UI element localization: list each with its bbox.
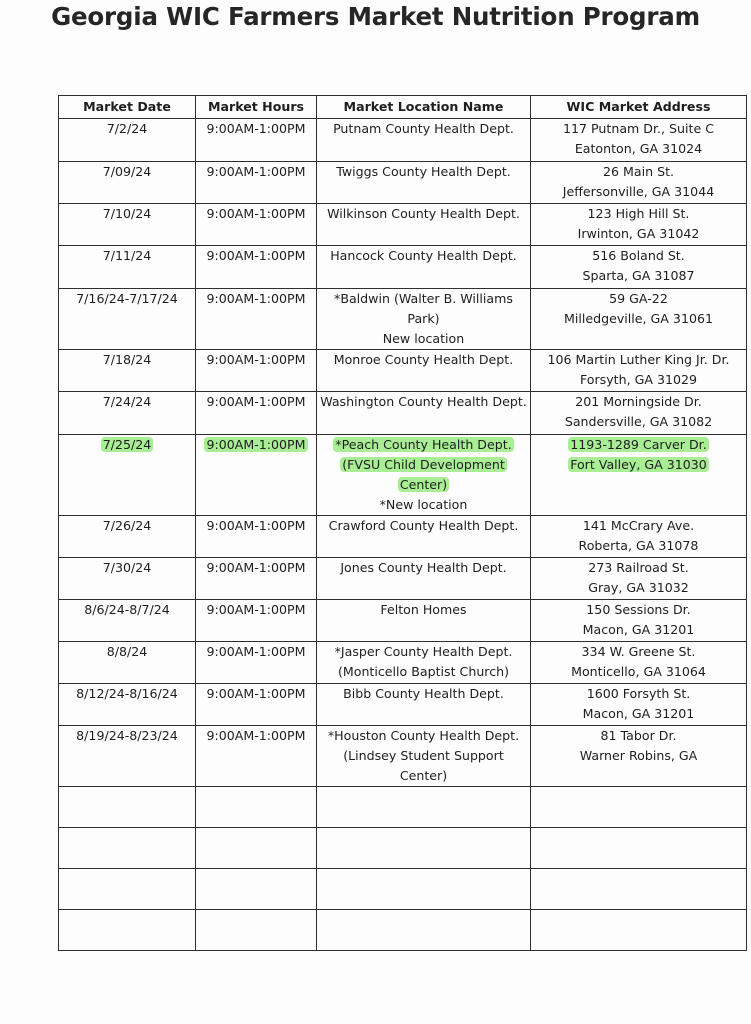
hours-cell-text: 9:00AM-1:00PM <box>206 560 306 575</box>
address-cell <box>531 119 747 162</box>
blank-cell <box>59 828 196 869</box>
address-cell-line: 201 Morningside Dr. <box>575 394 702 409</box>
hours-cell <box>196 350 317 392</box>
address-cell-line: Jeffersonville, GA 31044 <box>562 184 715 199</box>
address-cell <box>531 289 747 350</box>
page-title: Georgia WIC Farmers Market Nutrition Program <box>51 2 700 31</box>
header-market-address: WIC Market Address <box>531 96 747 119</box>
hours-cell <box>196 684 317 726</box>
date-cell <box>59 642 196 684</box>
location-cell <box>317 119 531 162</box>
address-cell <box>531 162 747 204</box>
date-cell-text: 7/10/24 <box>102 206 152 221</box>
hours-cell <box>196 558 317 600</box>
table-row <box>59 119 747 162</box>
address-cell <box>531 246 747 289</box>
hours-cell <box>196 600 317 642</box>
location-cell <box>317 435 531 516</box>
date-cell-text: 7/24/24 <box>102 394 152 409</box>
address-cell-line: 516 Boland St. <box>592 248 685 263</box>
hours-cell <box>196 726 317 787</box>
address-cell <box>531 350 747 392</box>
blank-cell <box>531 910 747 951</box>
location-cell-line: *Houston County Health Dept. <box>327 728 520 743</box>
hours-cell <box>196 392 317 435</box>
date-cell-text: 8/8/24 <box>106 644 148 659</box>
table-row <box>59 350 747 392</box>
blank-cell <box>317 787 531 828</box>
date-cell <box>59 392 196 435</box>
date-cell <box>59 558 196 600</box>
location-cell-line: Jones County Health Dept. <box>340 560 507 575</box>
date-cell <box>59 600 196 642</box>
address-cell-line: Forsyth, GA 31029 <box>579 372 698 387</box>
hours-cell <box>196 289 317 350</box>
location-cell-line: Wilkinson County Health Dept. <box>327 206 520 221</box>
location-cell <box>317 642 531 684</box>
hours-cell-text: 9:00AM-1:00PM <box>206 728 306 743</box>
date-cell-text: 7/2/24 <box>106 121 148 136</box>
hours-cell-text: 9:00AM-1:00PM <box>206 602 306 617</box>
hours-cell-text: 9:00AM-1:00PM <box>206 121 306 136</box>
location-cell <box>317 289 531 350</box>
address-cell-line: 150 Sessions Dr. <box>586 602 691 617</box>
date-cell-text: 7/09/24 <box>102 164 152 179</box>
address-cell <box>531 204 747 246</box>
address-cell-line: Fort Valley, GA 31030 <box>570 457 707 472</box>
hours-cell <box>196 642 317 684</box>
location-cell-line: Bibb County Health Dept. <box>343 686 504 701</box>
hours-cell-text: 9:00AM-1:00PM <box>206 352 306 367</box>
blank-row <box>59 787 747 828</box>
table-row <box>59 162 747 204</box>
date-cell-text: 7/25/24 <box>102 437 152 452</box>
address-cell-line: Sparta, GA 31087 <box>582 268 695 283</box>
address-cell-line: 26 Main St. <box>602 164 675 179</box>
blank-cell <box>196 828 317 869</box>
blank-row <box>59 910 747 951</box>
address-cell <box>531 392 747 435</box>
date-cell <box>59 435 196 516</box>
location-cell <box>317 204 531 246</box>
table-row <box>59 558 747 600</box>
location-cell-line: Center) <box>399 477 448 492</box>
blank-cell <box>531 869 747 910</box>
address-cell <box>531 558 747 600</box>
location-cell-line: *Jasper County Health Dept. <box>334 644 513 659</box>
location-cell-line: (Lindsey Student Support <box>343 748 504 763</box>
blank-cell <box>317 828 531 869</box>
address-cell <box>531 600 747 642</box>
date-cell <box>59 162 196 204</box>
blank-row <box>59 828 747 869</box>
header-market-hours: Market Hours <box>196 96 317 119</box>
hours-cell-text: 9:00AM-1:00PM <box>206 164 306 179</box>
address-cell-line: 117 Putnam Dr., Suite C <box>563 121 714 136</box>
table-row <box>59 684 747 726</box>
location-cell-line: (FVSU Child Development <box>342 457 505 472</box>
date-cell-text: 7/11/24 <box>102 248 152 263</box>
blank-cell <box>531 787 747 828</box>
hours-cell <box>196 246 317 289</box>
location-cell <box>317 516 531 558</box>
hours-cell-text: 9:00AM-1:00PM <box>206 206 306 221</box>
location-cell-line: Center) <box>399 768 448 783</box>
header-market-location: Market Location Name <box>317 96 531 119</box>
address-cell <box>531 642 747 684</box>
address-cell <box>531 684 747 726</box>
blank-cell <box>196 869 317 910</box>
location-cell-line: *Peach County Health Dept. <box>335 437 512 452</box>
hours-cell-text: 9:00AM-1:00PM <box>206 394 306 409</box>
date-cell-text: 8/6/24-8/7/24 <box>84 602 170 617</box>
table-header-row <box>59 96 747 119</box>
location-cell-line: Washington County Health Dept. <box>320 394 527 409</box>
location-cell-line: (Monticello Baptist Church) <box>337 664 510 679</box>
date-cell <box>59 246 196 289</box>
date-cell-text: 7/26/24 <box>102 518 152 533</box>
blank-cell <box>59 910 196 951</box>
location-cell <box>317 558 531 600</box>
address-cell-line: Irwinton, GA 31042 <box>577 226 700 241</box>
address-cell <box>531 516 747 558</box>
address-cell-line: 273 Railroad St. <box>588 560 689 575</box>
address-cell <box>531 435 747 516</box>
address-cell-line: 1193-1289 Carver Dr. <box>570 437 707 452</box>
hours-cell-text: 9:00AM-1:00PM <box>206 644 306 659</box>
date-cell <box>59 350 196 392</box>
address-cell-line: Monticello, GA 31064 <box>571 664 706 679</box>
blank-row <box>59 869 747 910</box>
market-schedule-table <box>58 95 747 951</box>
table-row <box>59 204 747 246</box>
location-cell-line: Twiggs County Health Dept. <box>336 164 511 179</box>
date-cell <box>59 516 196 558</box>
blank-cell <box>196 910 317 951</box>
blank-cell <box>59 787 196 828</box>
blank-cell <box>317 910 531 951</box>
address-cell-line: 59 GA-22 <box>609 291 668 306</box>
address-cell-line: Macon, GA 31201 <box>582 622 695 637</box>
hours-cell <box>196 204 317 246</box>
address-cell-line: Milledgeville, GA 31061 <box>564 311 713 326</box>
address-cell-line: 123 High Hill St. <box>587 206 690 221</box>
table-row <box>59 516 747 558</box>
hours-cell <box>196 119 317 162</box>
blank-cell <box>317 869 531 910</box>
table-row <box>59 600 747 642</box>
date-cell <box>59 726 196 787</box>
table-row <box>59 392 747 435</box>
table-row <box>59 642 747 684</box>
location-cell-line: *New location <box>379 497 468 512</box>
location-cell-line: Hancock County Health Dept. <box>330 248 517 263</box>
address-cell-line: Macon, GA 31201 <box>582 706 695 721</box>
table-body <box>59 119 747 951</box>
location-cell <box>317 350 531 392</box>
address-cell-line: 1600 Forsyth St. <box>586 686 691 701</box>
blank-cell <box>531 828 747 869</box>
address-cell-line: 141 McCrary Ave. <box>582 518 695 533</box>
address-cell-line: Roberta, GA 31078 <box>578 538 699 553</box>
address-cell-line: Eatonton, GA 31024 <box>574 141 703 156</box>
location-cell <box>317 600 531 642</box>
blank-cell <box>59 869 196 910</box>
hours-cell-text: 9:00AM-1:00PM <box>206 291 306 306</box>
address-cell-line: 106 Martin Luther King Jr. Dr. <box>547 352 730 367</box>
address-cell-line: Warner Robins, GA <box>579 748 698 763</box>
location-cell <box>317 684 531 726</box>
date-cell <box>59 289 196 350</box>
table-row <box>59 435 747 516</box>
date-cell <box>59 204 196 246</box>
date-cell-text: 8/19/24-8/23/24 <box>76 728 178 743</box>
location-cell-line: Felton Homes <box>380 602 467 617</box>
address-cell <box>531 726 747 787</box>
hours-cell-text: 9:00AM-1:00PM <box>206 437 306 452</box>
hours-cell-text: 9:00AM-1:00PM <box>206 248 306 263</box>
blank-cell <box>196 787 317 828</box>
hours-cell-text: 9:00AM-1:00PM <box>206 518 306 533</box>
location-cell <box>317 392 531 435</box>
address-cell-line: Sandersville, GA 31082 <box>564 414 713 429</box>
location-cell <box>317 246 531 289</box>
hours-cell <box>196 516 317 558</box>
location-cell-line: Monroe County Health Dept. <box>333 352 514 367</box>
date-cell-text: 7/30/24 <box>102 560 152 575</box>
location-cell-line: Putnam County Health Dept. <box>333 121 514 136</box>
address-cell-line: 81 Tabor Dr. <box>600 728 677 743</box>
location-cell <box>317 726 531 787</box>
date-cell-text: 7/18/24 <box>102 352 152 367</box>
table-row <box>59 289 747 350</box>
hours-cell <box>196 162 317 204</box>
date-cell-text: 8/12/24-8/16/24 <box>76 686 178 701</box>
date-cell-text: 7/16/24-7/17/24 <box>76 291 178 306</box>
table-row <box>59 246 747 289</box>
address-cell-line: Gray, GA 31032 <box>588 580 689 595</box>
location-cell-line: *Baldwin (Walter B. Williams <box>334 291 513 306</box>
header-market-date: Market Date <box>59 96 196 119</box>
location-cell <box>317 162 531 204</box>
date-cell <box>59 119 196 162</box>
location-cell-line: Crawford County Health Dept. <box>328 518 519 533</box>
location-cell-line: New location <box>382 331 465 346</box>
address-cell-line: 334 W. Greene St. <box>581 644 696 659</box>
date-cell <box>59 684 196 726</box>
location-cell-line: Park) <box>407 311 440 326</box>
hours-cell-text: 9:00AM-1:00PM <box>206 686 306 701</box>
hours-cell <box>196 435 317 516</box>
table-row <box>59 726 747 787</box>
